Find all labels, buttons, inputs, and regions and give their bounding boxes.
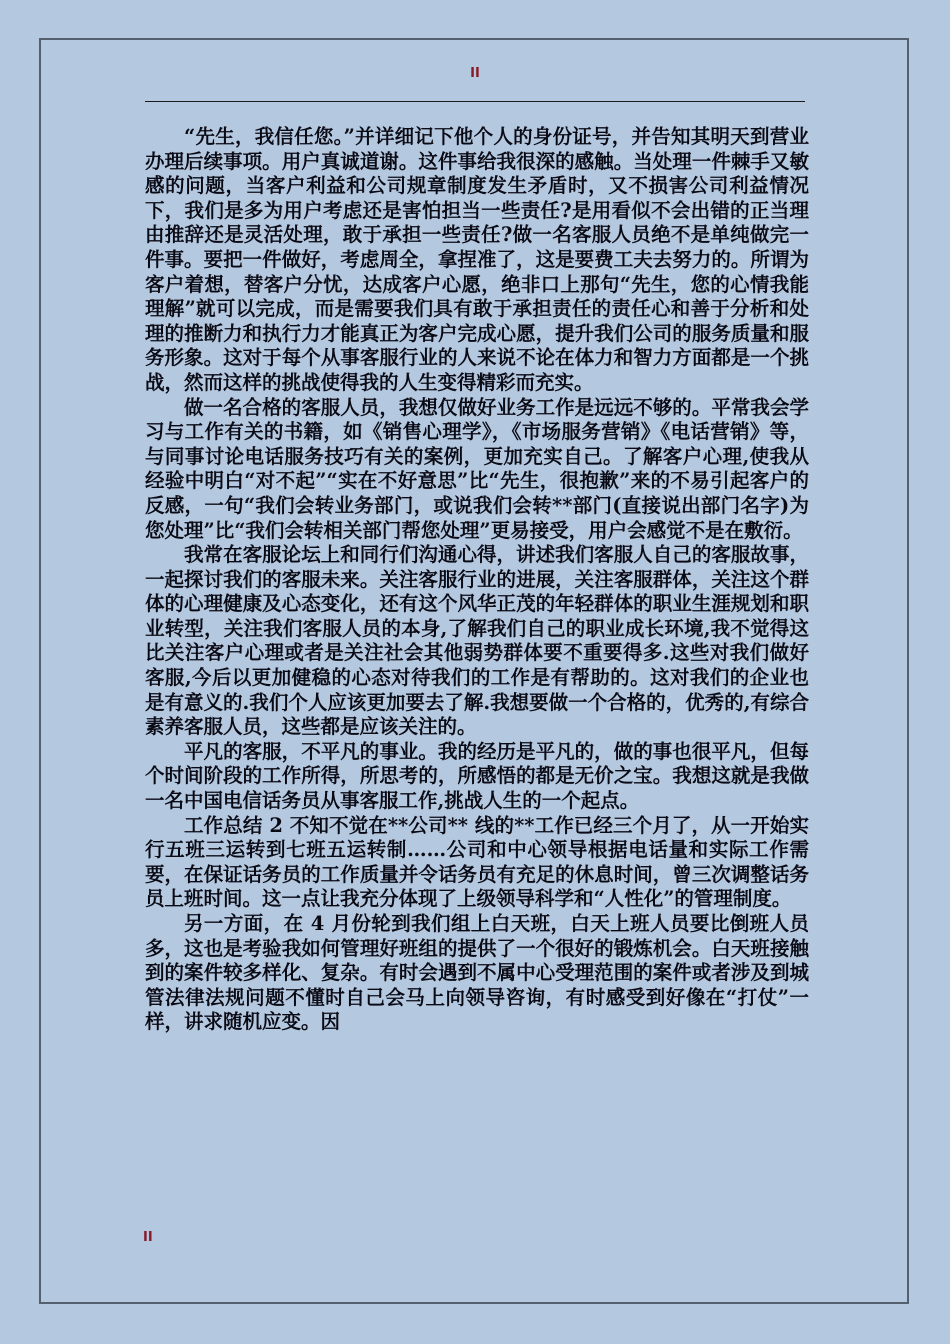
- paragraph: 平凡的客服，不平凡的事业。我的经历是平凡的，做的事也很平凡，但每个时间阶段的工作所得，所思考的，所感悟的都是无价之宝。我想这就是我做一名中国电信话务员从事客服工作,挑战人生的一个起点。: [145, 739, 809, 813]
- footer-page-mark: II: [143, 1230, 153, 1245]
- paragraph: 我常在客服论坛上和同行们沟通心得，讲述我们客服人自己的客服故事，一起探讨我们的客服未来。关注客服行业的进展，关注客服群体，关注这个群体的心理健康及心态变化，还有这个风华正茂的年轻群体的职业生涯规划和职业转型，关注我们客服人员的本身,了解我们自己的职业成长环境,我不觉得这比关注客户心理或者是关注社会其他弱势群体要不重要得多.这些对我们做好客服,今后以更加健稳的心态对待我们的工作是有帮助的。这对我们的企业也是有意义的.我们个人应该更加要去了解.我想要做一个合格的，优秀的,有综合素养客服人员，这些都是应该关注的。: [145, 543, 809, 739]
- paragraph: 另一方面，在 4 月份轮到我们组上白天班，白天上班人员要比倒班人员多，这也是考验我如何管理好班组的提供了一个很好的锻炼机会。白天班接触到的案件较多样化、复杂。有时会遇到不属中心受理范围的案件或者涉及到城管法律法规问题不懂时自己会马上向领导咨询，有时感受到好像在“打仗”一样，讲求随机应变。因: [145, 912, 809, 1034]
- header-rule: [145, 101, 805, 102]
- paragraph: 工作总结 2 不知不觉在**公司** 线的**工作已经三个月了，从一开始实行五班三运转到七班五运转制……公司和中心领导根据电话量和实际工作需要，在保证话务员的工作质量并令话务员有充足的休息时间，曾三次调整话务员上班时间。这一点让我充分体现了上级领导科学和“人性化”的管理制度。: [145, 813, 809, 911]
- header-page-mark: II: [470, 66, 480, 81]
- paragraph: “先生，我信任您。”并详细记下他个人的身份证号，并告知其明天到营业办理后续事项。用户真诚道谢。这件事给我很深的感触。当处理一件棘手又敏感的问题，当客户利益和公司规章制度发生矛盾时，又不损害公司利益情况下，我们是多为用户考虑还是害怕担当一些责任?是用看似不会出错的正当理由推辞还是灵活处理，敢于承担一些责任?做一名客服人员绝不是单纯做完一件事。要把一件做好，考虑周全，拿捏准了，这是要费工夫去努力的。所谓为客户着想，替客户分忧，达成客户心愿，绝非口上那句“先生，您的心情我能理解”就可以完成，而是需要我们具有敢于承担责任的责任心和善于分析和处理的推断力和执行力才能真正为客户完成心愿，提升我们公司的服务质量和服务形象。这对于每个从事客服行业的人来说不论在体力和智力方面都是一个挑战，然而这样的挑战使得我的人生变得精彩而充实。: [145, 125, 809, 394]
- document-body: [145, 125, 809, 1035]
- paragraph: 做一名合格的客服人员，我想仅做好业务工作是远远不够的。平常我会学习与工作有关的书籍，如《销售心理学》，《市场服务营销》《电话营销》等，与同事讨论电话服务技巧有关的案例，更加充实自己。了解客户心理,使我从经验中明白“对不起”“实在不好意思”比“先生，很抱歉”来的不易引起客户的反感，一句“我们会转业务部门，或说我们会转**部门(直接说出部门名字)为您处理”比“我们会转相关部门帮您处理”更易接受，用户会感觉不是在敷衍。: [145, 395, 809, 542]
